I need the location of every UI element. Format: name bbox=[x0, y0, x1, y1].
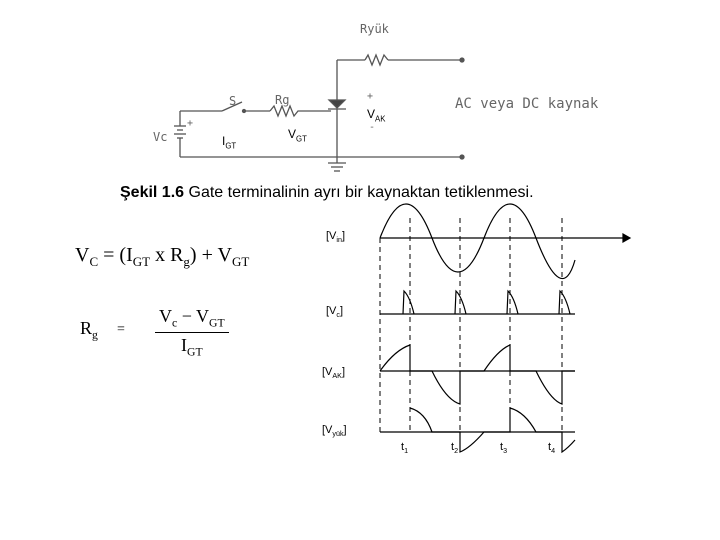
figure-caption: Şekil 1.6 Gate terminalinin ayrı bir kaynaktan tetiklenmesi. bbox=[120, 184, 534, 201]
vak-minus: - bbox=[369, 122, 376, 133]
source-label: Vc bbox=[153, 130, 168, 144]
vin-label: $[V_{in}]$ bbox=[326, 230, 346, 245]
vc-pulse-3 bbox=[507, 291, 518, 314]
switch-label: S bbox=[229, 94, 237, 108]
vak-waveform bbox=[380, 345, 575, 404]
thyristor-symbol bbox=[329, 100, 345, 108]
vak-wave-label: $[V_{AK}]$ bbox=[322, 366, 345, 381]
gate-resistor-label: Rg bbox=[275, 93, 290, 107]
vak-plus: + bbox=[367, 91, 374, 102]
source-plus: + bbox=[187, 118, 194, 129]
rg-formula-equals: = bbox=[117, 322, 125, 337]
terminal-top bbox=[460, 58, 464, 62]
t2-label: $t_2$ bbox=[451, 441, 459, 456]
switch-contact bbox=[243, 110, 246, 113]
vc-pulse-1 bbox=[403, 291, 414, 314]
t4-label: $t_4$ bbox=[548, 441, 556, 456]
rg-formula-fraction: $\frac{V_c - V_{GT}}{I_{GT}}$ bbox=[155, 306, 229, 358]
vak-circuit-label: $V_{AK}$ bbox=[367, 107, 386, 124]
load-label: Ryük bbox=[360, 22, 389, 36]
rg-formula-lhs: $R_g$ bbox=[80, 318, 98, 342]
gate-resistor bbox=[270, 106, 301, 116]
vin-sine-wave bbox=[380, 204, 575, 279]
vyuk-wave-label: $[V_{yük}]$ bbox=[322, 424, 347, 439]
vin-axis-arrow bbox=[623, 234, 630, 242]
supply-label: AC veya DC kaynak bbox=[455, 96, 599, 112]
vc-formula: $V_C = (I_{GT}$ x $R_g) + V_{GT}$ bbox=[75, 244, 250, 269]
t3-label: $t_3$ bbox=[500, 441, 508, 456]
terminal-bottom bbox=[460, 155, 464, 159]
vc-pulse-4 bbox=[559, 291, 570, 314]
igt-label: $I_{GT}$ bbox=[222, 134, 237, 151]
t1-label: $t_1$ bbox=[401, 441, 409, 456]
vc-wave-label: $[V_c]$ bbox=[326, 305, 344, 320]
load-resistor bbox=[365, 55, 388, 65]
vgt-label: $V_{GT}$ bbox=[288, 127, 307, 144]
